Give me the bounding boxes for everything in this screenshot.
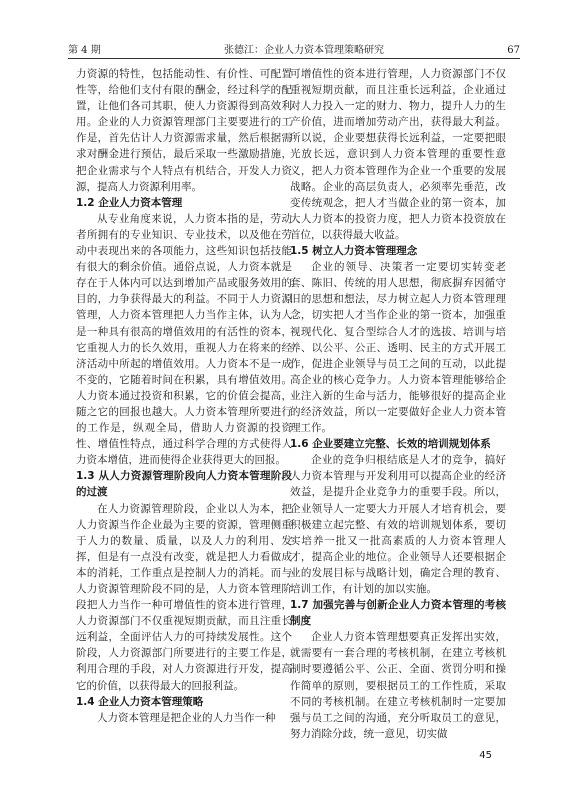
paragraph: 力资源的特性，包括能动性、有价性、可配置性等，给他们支付有限的酬金，经过科学的配置，让他们各司其职，使人力资源得到高效利用。企业的人力资源管理部门主要要进行的工作是，首先估计人力资源需求量，然后根据需求对酬金进行预估，最后采取一些激励措施，把企业需求与个人特点有机结合，开发人力资源，提高人力资源利用率。 [76, 68, 292, 193]
paragraph: 人力资本管理是把企业的人力当作一种 [97, 711, 276, 724]
section-heading: 1.5 树立人力资本管理理念 [290, 245, 418, 258]
running-header [68, 40, 520, 59]
issue-label: 第 4 期 [68, 45, 101, 56]
page-number: 45 [479, 750, 492, 761]
journal-page-number: 67 [507, 45, 520, 56]
paragraph: 可增值性的资本进行管理，人力资源部门不仅重视短期贡献，而且注重长远利益，企业通过对人力投入一定的财力、物力，提升人力的生产价值，进而增加劳动产出，获得最大利益。所以说，企业要想获得长远利益，一定要把眼光放长远，意识到人力资本管理的重要性意义，把人力资本管理作为企业一个重要的发展战略。企业的高层负责人，必须率先垂范，改变传统观念，把人才当做企业的第一资本，加大人力资本的投资力度，把人力资本投资放在首位，以获得最大收益。 [290, 68, 506, 241]
paragraph: 在人力资源管理阶段，企业以人为本，把人力资源当作企业最为主要的资源，管理侧重于人力的数量、质量，以及人力的利用、发挥，但是有一点没有改变，就是把人力看做成本的消耗，工作重点是控制人力的消耗。而与人力资源管理阶段不同的是，人力资本管理阶段把人力当作一种可增值性的资本进行管理，人力资源部门不仅重视短期贡献，而且注重长远利益，全面评估人力的可持续发展性。这个阶段，人力资源部门所要进行的主要工作是，利用合理的手段，对人力资源进行开发，提高它的价值，以获得最大的回报利益。 [76, 502, 292, 692]
paragraph: 企业的竞争归根结底是人才的竞争，搞好人力资本管理与开发利用可以提高企业的经济效益，是提升企业竞争力的重要手段。所以，企业领导人一定要大力开展人才培育机会，要积极建立起完整、有效的培训规划体系，要切实培养一批又一批高素质的人力资本管理人才，提高企业的地位。企业领导人还要根据企业的发展目标与战略计划，确定合理的教育、培训工作，有计划的加以实施。 [290, 454, 506, 595]
section-heading: 1.6 企业要建立完整、长效的培训规划体系 [290, 438, 491, 451]
paragraph: 企业人力资本管理想要真正发挥出实效，就需要有一套合理的考核机制，在建立考核机制时要遵循公平、公正、全面、赏罚分明和操作简单的原则，要根据员工的工作性质，采取不同的考核机制。在建立考核机制时一定要加强与员工之间的沟通，充分听取员工的意见，努力消除分歧，统一意见，切实做 [290, 631, 506, 740]
section-heading: 1.2 企业人力资本管理 [76, 196, 183, 209]
section-heading: 1.3 从人力资源管理阶段向人力资本管理阶段的过渡 [76, 470, 292, 499]
section-heading: 1.4 企业人力资本管理策略 [76, 695, 204, 708]
left-column [76, 66, 292, 726]
paragraph: 企业的领导、决策者一定要切实转变老套、陈旧、传统的用人思想，彻底摒弃因循守旧的思想和想法，尽力树立起人力资本管理理念，切实把人才当作企业的第一资本，加强重视现代化、复合型综合人才的选拔、培训与培养、以公平、公正、透明、民主的方式开展工作，促进企业领导与员工之间的互动，以此提高企业的核心竞争力。人力资本管理能够给企业注入新的生命与活力，能够很好的提高企业的经济效益，所以一定要做好企业人力资本管理工作。 [290, 261, 506, 435]
section-heading: 1.7 加强完善与创新企业人力资本管理的考核制度 [290, 599, 506, 628]
running-title: 张德江：企业人力资本管理策略研究 [224, 45, 384, 56]
right-column [290, 66, 506, 742]
paragraph: 从专业角度来说，人力资本指的是，劳动者所拥有的专业知识、专业技术，以及他在劳动中表现出来的各项能力，这些知识包括技能有很大的剩余价值。通俗点说，人力资本就是存在于人体内可以达到增加产品或服务效用的目的，力争获得最大的利益。不同于人力资源管理，人力资本管理把人力当作主体，认为人是一种具有很高的增值效用的有活性的资本，它重视人力的长久效用，重视人力在将来的经济活动中所起的增值效用。人力资本不是一成不变的，它随着时间在积累，具有增值效用。人力资本通过投资和积累，它的价值会提高，随之它的回报也越大。人力资本管理所要进行的工作是，纵观全局，借助人力资源的投资性、增值性特点，通过科学合理的方式使得人力资本增值，进而使得企业获得更大的回报。 [76, 212, 292, 467]
